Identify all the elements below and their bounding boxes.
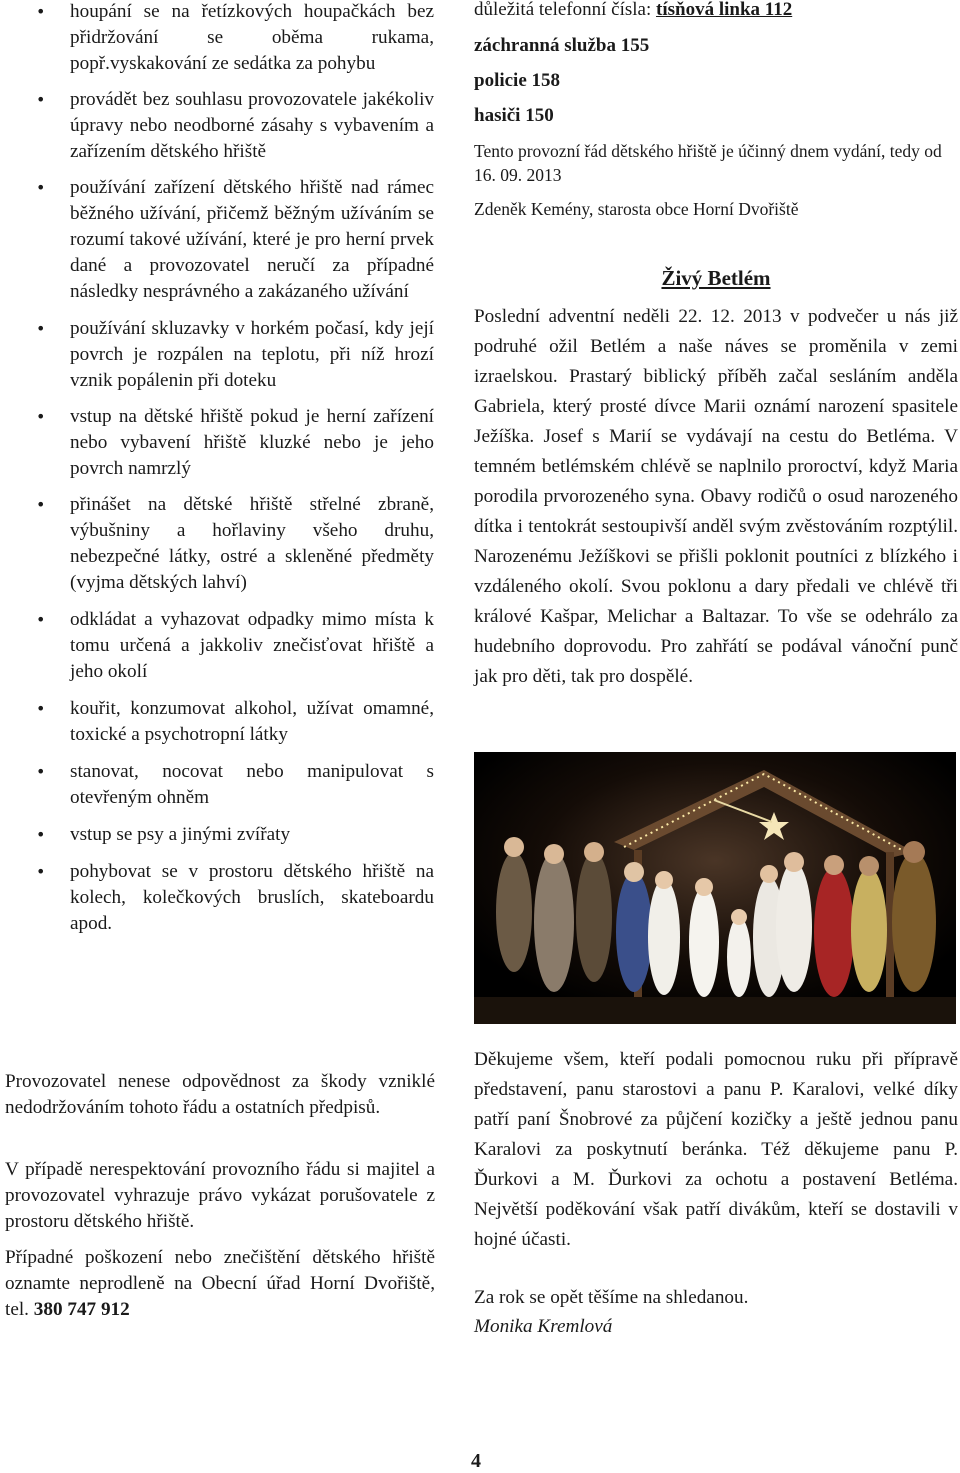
rules-column	[0, 0, 440, 937]
list-item: • pohybovat se v prostoru dětského hřiště na kolech, kolečkových bruslích, skateboardu apod.	[0, 859, 434, 937]
list-item: • používání zařízení dětského hřiště nad rámec běžného užívání, přičemž běžným užíváním se rozumí takové užívání, které je pro herní prvek dané a provozovatel neručí za případné následky nesprávného a zakázaného užívání	[0, 175, 434, 305]
list-item: • houpání se na řetízkových houpačkách bez přidržování se oběma rukama, popř.vyskakování ze sedátka za pohybu	[0, 0, 434, 77]
closing-line: Za rok se opět těšíme na shledanou.	[474, 1287, 749, 1308]
list-item: • kouřit, konzumovat alkohol, užívat omamné, toxické a psychotropní látky	[0, 696, 434, 748]
list-item: • vstup se psy a jinými zvířaty	[0, 822, 434, 848]
article-body: Poslední adventní neděli 22. 12. 2013 v podvečer u nás již podruhé ožil Betlém a naše náves se proměnila v zemi izraelskou. Prastarý biblický příběh začal sesláním anděla Gabriela, který prosté dívce Marii oznámí narození spasitele Ježíška. Josef s Marií se vydávají na cestu do Betléma. V temném betlémském chlévě se naplnilo proroctví, když Maria porodila prvorozeného syna. Obavy rodičů o osud narozeného dítka i tentokrát sestoupivší anděl svým zvěstováním rozptýlil. Narozenému Ježíškovi se přišli poklonit poutníci z blízkého i vzdáleného okolí. Svou poklonu a dary předali ve chlévě tři králové Kašpar, Melichar a Baltazar. To vše se odehrálo za hudebního doprovodu. Pro zahřátí se podával vánoční punč jak pro děti, tak pro dospělé.	[474, 306, 958, 687]
phones-intro: důležitá telefonní čísla:	[474, 0, 652, 20]
article-title: Živý Betlém	[661, 266, 771, 290]
violation-paragraph: V případě nerespektování provozního řádu si majitel a provozovatel vyhrazuje právo vykázat porušovatele z prostoru dětského hřiště.	[5, 1159, 435, 1232]
mayor-signature: Zdeněk Kemény, starosta obce Horní Dvořiště	[474, 199, 799, 219]
page-number: 4	[471, 1450, 481, 1472]
list-item: • používání skluzavky v horkém počasí, kdy její povrch je rozpálen na teplotu, při níž hrozí vznik popálenin při doteku	[0, 316, 434, 394]
fire-number: hasiči 150	[474, 105, 554, 126]
validity-note: Tento provozní řád dětského hřiště je účinný dnem vydání, tedy od 16. 09. 2013	[474, 141, 942, 185]
rescue-number: záchranná služba 155	[474, 35, 650, 56]
police-number: policie 158	[474, 70, 561, 91]
info-column	[474, 0, 958, 760]
prohibited-activities-list	[0, 0, 440, 937]
list-item: • vstup na dětské hřiště pokud je herní zařízení nebo vybavení hřiště kluzké nebo je jeho povrch namrzlý	[0, 404, 434, 482]
phones-heading	[474, 0, 792, 22]
emergency-number: tísňová linka 112	[656, 0, 793, 20]
liability-paragraph: Provozovatel nenese odpovědnost za škody vzniklé nedodržováním tohoto řádu a ostatních předpisů.	[5, 1071, 435, 1118]
thanks-paragraph: Děkujeme všem, kteří podali pomocnou ruku při přípravě představení, panu starostovi a panu P. Karalovi, velké díky patří paní Šnobrové za půjčení kozičky a ještě jednou panu Karalovi za poskytnutí beránka. Též děkujeme panu P. Ďurkovi a M. Ďurkovi za ochotu a postavení Betléma. Největší poděkování však patří divákům, kteří se dostavili v hojné účasti.	[474, 1049, 958, 1250]
author-name: Monika Kremlová	[474, 1316, 613, 1337]
nativity-photo	[474, 752, 956, 1024]
list-item: • přinášet na dětské hřiště střelné zbraně, výbušniny a hořlaviny všeho druhu, nebezpečné látky, ostré a skleněné předměty (vyjma dětských lahví)	[0, 492, 434, 596]
damage-text: Případné poškození nebo znečištění dětského hřiště oznamte neprodleně na Obecní úřad Horní Dvořiště, tel.	[5, 1247, 435, 1320]
list-item: • odkládat a vyhazovat odpadky mimo místa k tomu určená a jakkoliv znečisťovat hřiště a jeho okolí	[0, 607, 434, 685]
list-item: • provádět bez souhlasu provozovatele jakékoliv úpravy nebo neodborné zásahy s vybavením a zařízením dětského hřiště	[0, 87, 434, 165]
list-item: • stanovat, nocovat nebo manipulovat s otevřeným ohněm	[0, 759, 434, 811]
damage-paragraph	[5, 1245, 435, 1323]
office-phone: 380 747 912	[33, 1299, 130, 1320]
